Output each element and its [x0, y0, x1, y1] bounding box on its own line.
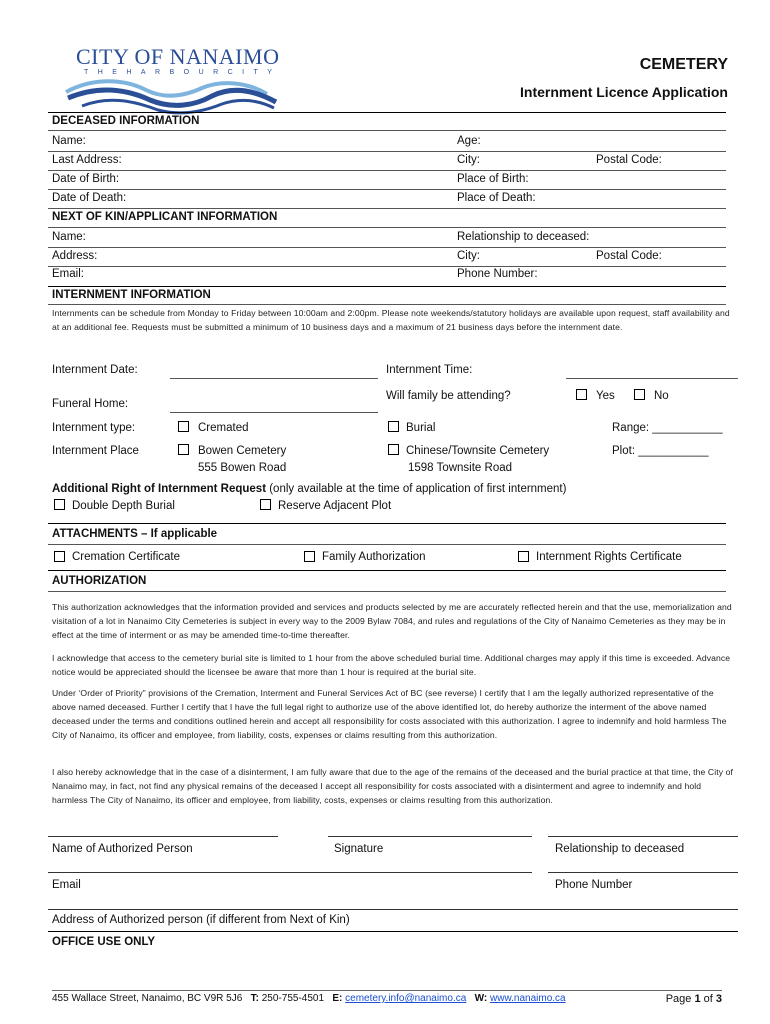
no-label: No: [654, 390, 669, 402]
phone-field[interactable]: [548, 872, 738, 873]
family-authorization-label: Family Authorization: [322, 551, 426, 563]
cremated-label: Cremated: [198, 422, 249, 434]
deceased-dob-label: Date of Birth:: [52, 173, 120, 185]
city-logo: [62, 44, 284, 114]
family-attending-label: Will family be attending?: [386, 390, 511, 402]
double-depth-label: Double Depth Burial: [72, 500, 175, 512]
deceased-city-label: City:: [457, 154, 480, 166]
office-use-heading: OFFICE USE ONLY: [52, 936, 156, 948]
kin-address-label: Address:: [52, 250, 98, 262]
authorization-paragraph-4: I also hereby acknowledge that in the case of a disinterment, I am fully aware that due to the age of the remains of the deceased and the burial practice at that time, the City of Nanaimo may, in fact, not find any physical remains of the deceased I accept all responsibility for costs associated with a disinterment and agree to indemnify and hold harmless The City of Nanaimo, its officer and employee, from liability, costs, expenses or claims resulting from this authorization.: [52, 767, 733, 805]
cremation-certificate-label: Cremation Certificate: [72, 551, 181, 563]
funeral-home-field[interactable]: [170, 412, 378, 413]
deceased-name-label: Name:: [52, 135, 86, 147]
internment-time-label: Internment Time:: [386, 364, 473, 376]
yes-checkbox[interactable]: [576, 389, 587, 400]
page-footer: 455 Wallace Street, Nanaimo, BC V9R 5J6 T: 250-755-4501 E: cemetery.info@nanaimo.ca W: www.nanaimo.ca Page 1 of 3: [52, 990, 722, 1004]
phone-label: Phone Number: [555, 879, 633, 891]
internment-type-label: Internment type:: [52, 422, 136, 434]
reserve-plot-label: Reserve Adjacent Plot: [278, 500, 392, 512]
authorized-person-field[interactable]: [48, 836, 278, 837]
kin-phone-label: Phone Number:: [457, 268, 538, 280]
email-field[interactable]: [48, 872, 532, 873]
logo-title: CITY OF NANAIMO: [76, 44, 280, 69]
range-field[interactable]: Range: ___________: [612, 422, 723, 434]
rights-certificate-label: Internment Rights Certificate: [536, 551, 682, 563]
authorization-heading: AUTHORIZATION: [52, 575, 147, 587]
relationship-label: Relationship to deceased: [555, 843, 685, 855]
deceased-heading: DECEASED INFORMATION: [52, 115, 200, 127]
section-divider: [48, 112, 726, 113]
burial-checkbox[interactable]: [388, 421, 399, 432]
authorized-address-label: Address of Authorized person (if different from Next of Kin): [52, 914, 350, 926]
deceased-last-address-label: Last Address:: [52, 154, 122, 166]
cremation-certificate-checkbox[interactable]: [54, 551, 65, 562]
waves-icon: [62, 76, 284, 116]
authorized-person-label: Name of Authorized Person: [52, 843, 193, 855]
deceased-postal-code-label: Postal Code:: [596, 154, 662, 166]
kin-name-label: Name:: [52, 231, 86, 243]
no-checkbox[interactable]: [634, 389, 645, 400]
deceased-dod-label: Date of Death:: [52, 192, 127, 204]
internment-heading: INTERNMENT INFORMATION: [52, 289, 211, 301]
kin-heading: NEXT OF KIN/APPLICANT INFORMATION: [52, 211, 278, 223]
relationship-field[interactable]: [548, 836, 738, 837]
page-number: Page 1 of 3: [665, 993, 722, 1005]
kin-postal-code-label: Postal Code:: [596, 250, 662, 262]
footer-email-link[interactable]: cemetery.info@nanaimo.ca: [345, 993, 467, 1004]
burial-label: Burial: [406, 422, 436, 434]
chinese-label: Chinese/Townsite Cemetery: [406, 445, 550, 457]
footer-address: 455 Wallace Street, Nanaimo, BC V9R 5J6: [52, 993, 243, 1004]
double-depth-checkbox[interactable]: [54, 499, 65, 510]
bowen-checkbox[interactable]: [178, 444, 189, 455]
deceased-place-of-death-label: Place of Death:: [457, 192, 536, 204]
cremated-checkbox[interactable]: [178, 421, 189, 432]
chinese-checkbox[interactable]: [388, 444, 399, 455]
internment-time-field[interactable]: [566, 378, 738, 379]
form-title: Internment Licence Application: [520, 84, 728, 100]
authorization-paragraph-2: I acknowledge that access to the cemetery burial site is limited to 1 hour from the above scheduled burial time. Additional charges may apply if this time is exceeded. Advance notice would be appreciated should the licensee be aware that more than 1 hour is required at the burial site.: [52, 653, 731, 677]
additional-right-line: Additional Right of Internment Request (only available at the time of application of first internment): [52, 483, 567, 495]
kin-email-label: Email:: [52, 268, 84, 280]
funeral-home-label: Funeral Home:: [52, 398, 129, 410]
email-label: Email: [52, 879, 81, 891]
rights-certificate-checkbox[interactable]: [518, 551, 529, 562]
footer-phone: 250-755-4501: [261, 993, 325, 1004]
deceased-age-label: Age:: [457, 135, 481, 147]
kin-relationship-label: Relationship to deceased:: [457, 231, 590, 243]
internment-date-label: Internment Date:: [52, 364, 138, 376]
reserve-plot-checkbox[interactable]: [260, 499, 271, 510]
logo-subtitle: T H E H A R B O U R C I T Y: [84, 69, 274, 76]
signature-label: Signature: [334, 843, 384, 855]
footer-web-link[interactable]: www.nanaimo.ca: [490, 993, 566, 1004]
authorized-address-field[interactable]: [48, 909, 738, 910]
signature-field[interactable]: [328, 836, 532, 837]
deceased-place-of-birth-label: Place of Birth:: [457, 173, 529, 185]
internment-note: Internments can be schedule from Monday to Friday between 10:00am and 2:00pm. Please note weekends/statutory holidays are available upon request, staff availability and at an additional fee. Requests must be submitted a minimum of 10 business days and a maximum of 21 business days before the internment date.: [52, 308, 730, 332]
internment-date-field[interactable]: [170, 378, 378, 379]
bowen-label: Bowen Cemetery: [198, 445, 287, 457]
internment-place-label: Internment Place: [52, 445, 139, 457]
plot-field[interactable]: Plot: ___________: [612, 445, 709, 457]
attachments-heading: ATTACHMENTS – If applicable: [52, 528, 218, 540]
bowen-address: 555 Bowen Road: [198, 462, 287, 474]
yes-label: Yes: [596, 390, 615, 402]
family-authorization-checkbox[interactable]: [304, 551, 315, 562]
authorization-paragraph-3: Under ‘Order of Priority” provisions of the Cremation, Interment and Funeral Services Act of BC (see reverse) I certify that I am the legally authorized representative of the above named deceased. Further I certify that I have the full legal right to authorize use of the above identified lot, do hereby authorize the interment of the above named deceased under the terms and conditions outlined herein and accept all responsibility for costs associated with this authorization. I agree to indemnify and hold harmless The City of Nanaimo, its officer and employee, from liability, costs, expenses or claims resulting from this authorization.: [52, 688, 727, 740]
form-category: CEMETERY: [639, 56, 728, 73]
chinese-address: 1598 Townsite Road: [408, 462, 512, 474]
authorization-paragraph-1: This authorization acknowledges that the information provided and services and products selected by me are accurately reflected herein and that the use, memorialization and visitation of a lot in Nanaimo City Cemeteries is subject in every way to the 2009 Bylaw 7084, and rules and regulations of the City of Nanaimo Cemeteries as they may be in effect at the time of interment or as may be amended time-to-time thereafter.: [52, 602, 732, 640]
kin-city-label: City:: [457, 250, 480, 262]
